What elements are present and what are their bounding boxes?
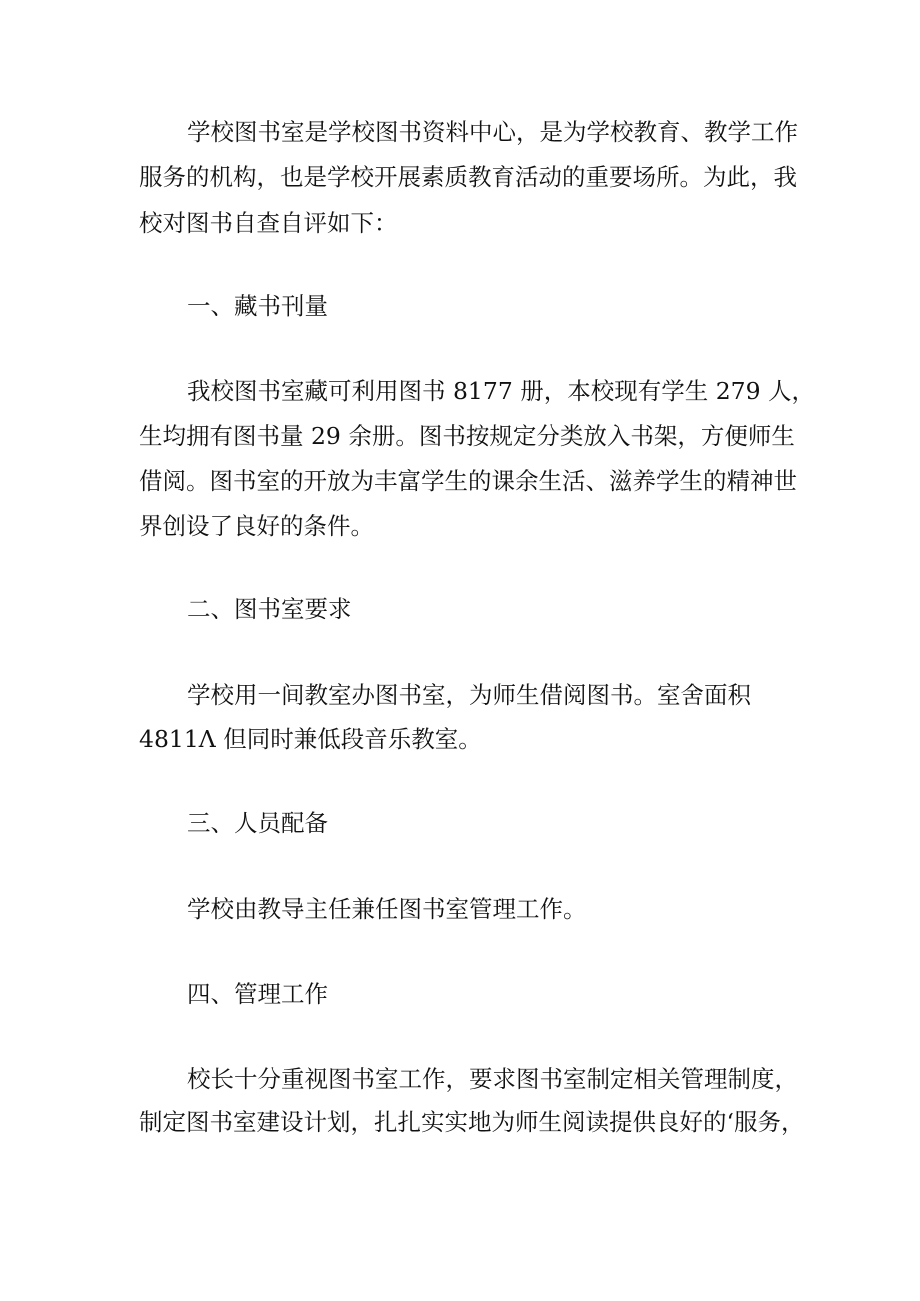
section-1-heading: 一、藏书刊量 xyxy=(187,292,328,320)
section-3-heading: 三、人员配备 xyxy=(187,809,328,837)
section-1-line-4: 界创设了良好的条件。 xyxy=(139,512,374,540)
section-4-line-1: 校长十分重视图书室工作，要求图书室制定相关管理制度， xyxy=(187,1065,798,1093)
intro-line-3: 校对图书自查自评如下： xyxy=(139,209,398,237)
section-3-line-1: 学校由教导主任兼任图书室管理工作。 xyxy=(187,895,587,923)
section-2-heading: 二、图书室要求 xyxy=(187,595,352,623)
intro-line-1: 学校图书室是学校图书资料中心，是为学校教育、教学工作 xyxy=(187,118,798,146)
section-4-line-2: 制定图书室建设计划，扎扎实实地为师生阅读提供良好的‘服务， xyxy=(139,1108,805,1136)
section-1-line-3: 借阅。图书室的开放为丰富学生的课余生活、滋养学生的精神世 xyxy=(139,467,797,495)
section-4-heading: 四、管理工作 xyxy=(187,980,328,1008)
intro-line-2: 服务的机构，也是学校开展素质教育活动的重要场所。为此，我 xyxy=(139,163,797,191)
section-2-line-2: 4811Λ 但同时兼低段音乐教室。 xyxy=(139,725,482,753)
section-1-line-2: 生均拥有图书量 29 余册。图书按规定分类放入书架，方便师生 xyxy=(139,422,795,450)
section-2-line-1: 学校用一间教室办图书室，为师生借阅图书。室舍面积 xyxy=(187,681,751,709)
section-1-line-1: 我校图书室藏可利用图书 8177 册，本校现有学生 279 人， xyxy=(187,377,816,405)
